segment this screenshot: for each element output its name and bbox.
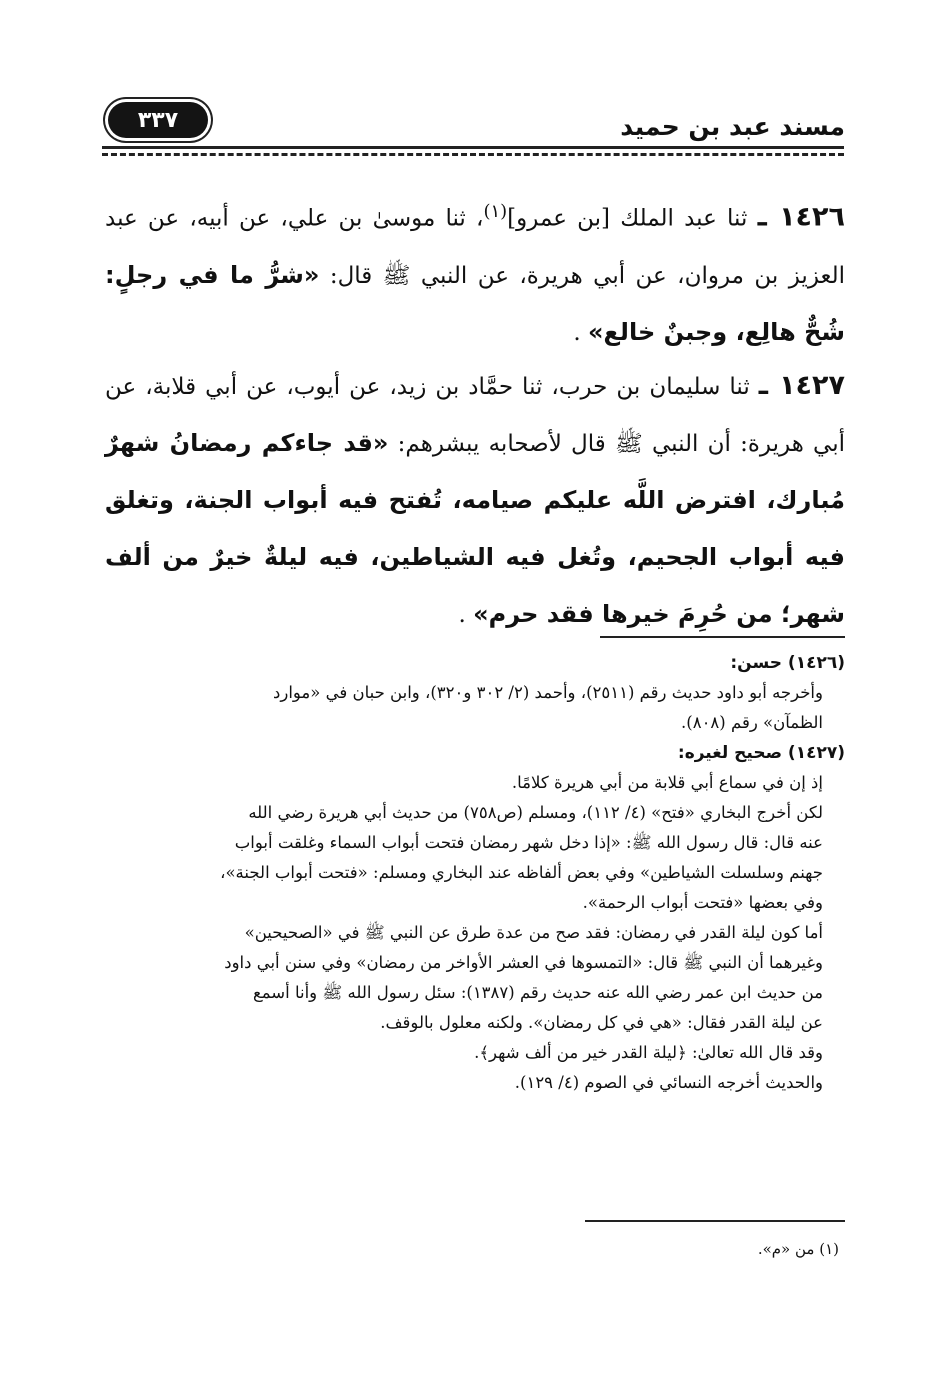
note-line: جهنم وسلسلت الشياطين» وفي بعض ألفاظه عند البخاري ومسلم: «فتحت أبواب الجنة»، [220, 863, 823, 882]
hadith-number: ١٤٢٦ ـ [757, 201, 845, 233]
note-line: والحديث أخرجه النسائي في الصوم (٤/ ١٢٩). [514, 1073, 823, 1092]
hadith-1427 [105, 358, 845, 643]
hadith-isnad: ثنا سليمان بن حرب، ثنا حمَّاد بن زيد، عن أيوب، عن أبي قلابة، عن أبي هريرة: أن النبي ﷺ قال لأصحابه يبشرهم: [105, 374, 846, 457]
hadith-end: . [458, 602, 466, 628]
note-head-1427: (١٤٢٧) صحيح لغيره: [677, 743, 845, 763]
note-line: إذ إن في سماع أبي قلابة من أبي هريرة كلامًا. [511, 773, 823, 792]
hadith-matn: «قد جاءكم رمضانُ شهرٌ مُبارك، افترض اللَّه عليكم صيامه، تُفتح فيه أبواب الجنة، وتغلق فيه أبواب الجحيم، وتُغل فيه الشياطين، فيه ليلةٌ خيرٌ من ألف شهر؛ من حُرِمَ خيرها فقد حرم» [105, 429, 845, 628]
hadith-isnad-rest: ، ثنا موسىٰ بن علي، عن أبيه، عن عبد العزيز بن مروان، عن أبي هريرة، عن النبي ﷺ قال: [105, 205, 846, 289]
page-number-badge: ٣٣٧ [108, 102, 208, 138]
note-body-1427 [105, 768, 845, 1098]
note-line: عنه قال: قال رسول الله ﷺ: «إذا دخل شهر رمضان فتحت أبواب السماء وغلقت أبواب [234, 833, 823, 852]
book-title: مسند عبد بن حميد [620, 112, 845, 141]
note-line: أما كون ليلة القدر في رمضان: فقد صح من عدة طرق عن النبي ﷺ في «الصحيحين» [244, 923, 823, 942]
note-line: الظمآن» رقم (٨٠٨). [681, 713, 823, 732]
note-line: وأخرجه أبو داود حديث رقم (٢٥١١)، وأحمد (٢/ ٣٠٢ و٣٢٠)، وابن حبان في «موارد [273, 683, 823, 702]
takhrij-notes [105, 648, 845, 1098]
note-line: من حديث ابن عمر رضي الله عنه حديث رقم (١٣٨٧): سئل رسول الله ﷺ وأنا أسمع [252, 983, 823, 1002]
hadith-matn: «شرُّ ما في رجلٍ: شُحٌّ هالِع، وجبنٌ خالع» [105, 260, 845, 346]
footnote-ref: (١) [483, 201, 508, 222]
footnote: (١) من «م». [757, 1240, 839, 1258]
note-line: وغيرهما أن النبي ﷺ قال: «التمسوها في العشر الأواخر من رمضان» وفي سنن أبي داود [224, 953, 823, 972]
hadith-end: . [573, 319, 581, 346]
note-head-1426: (١٤٢٦) حسن: [730, 653, 845, 673]
header-rule [102, 146, 844, 149]
note-body-1426 [105, 678, 845, 738]
header-dashed-rule [102, 153, 844, 156]
note-line: لكن أخرج البخاري «فتح» (٤/ ١١٢)، ومسلم (ص٧٥٨) من حديث أبي هريرة رضي الله [248, 803, 823, 822]
notes-separator [600, 636, 845, 638]
page-header [100, 100, 845, 140]
hadith-1426 [105, 184, 845, 361]
footnote-separator [585, 1220, 845, 1222]
hadith-isnad: ثنا عبد الملك [بن عمرو] [507, 205, 758, 232]
note-line: وقد قال الله تعالىٰ: ﴿ليلة القدر خير من ألف شهر﴾. [474, 1043, 823, 1062]
note-line: عن ليلة القدر فقال: «هي في كل رمضان». ولكنه معلول بالوقف. [380, 1013, 823, 1032]
note-line: وفي بعضها «فتحت أبواب الرحمة». [582, 893, 823, 912]
hadith-number: ١٤٢٧ ـ [758, 370, 845, 401]
